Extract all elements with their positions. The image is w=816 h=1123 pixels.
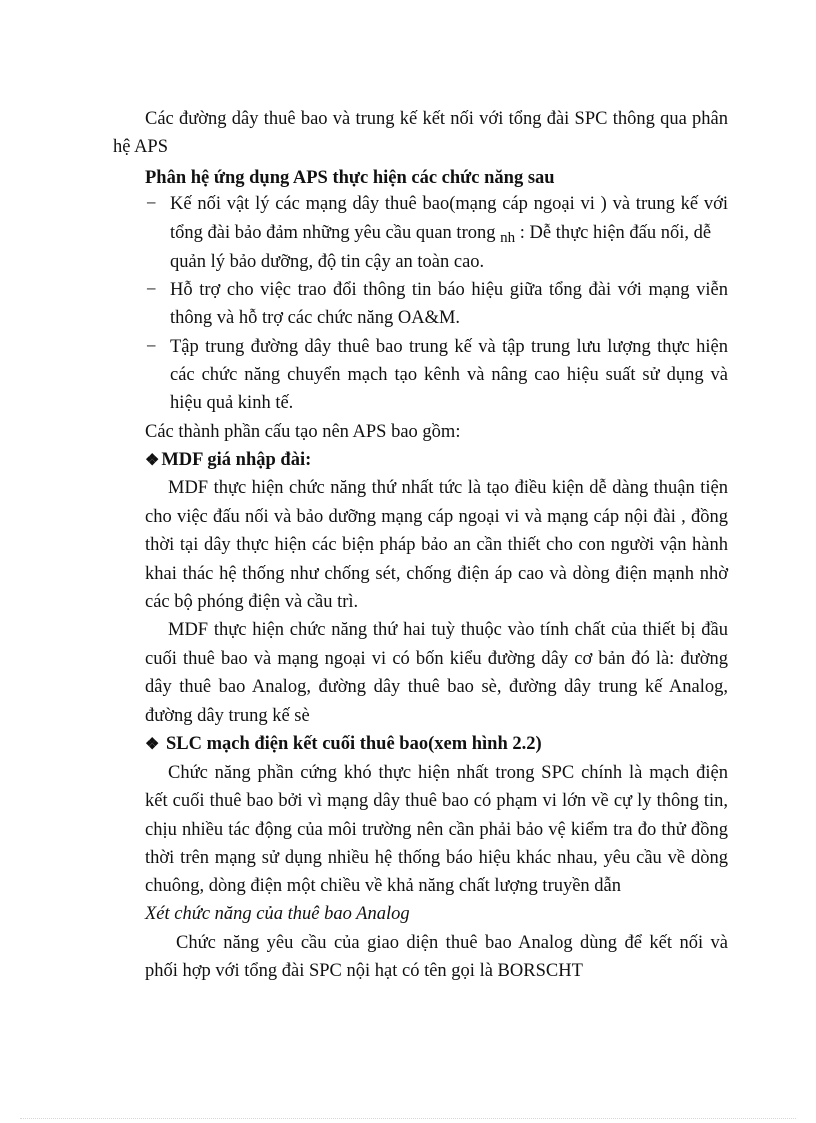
bullet1-line-2-pre: tổng đài bảo đảm những yêu cầu quan trong bbox=[170, 223, 496, 243]
slc-para-line-4: thời trên mạng sử dụng nhiều hệ thống báo hiệu khác nhau, yêu cầu về dòng bbox=[145, 848, 728, 868]
diamond-bullet-icon: ❖ bbox=[145, 452, 160, 469]
mdf-heading-text: MDF giá nhập đài: bbox=[161, 450, 312, 470]
analog-para-line-2: phối hợp với tổng đài SPC nội hạt có tên gọi là BORSCHT bbox=[145, 961, 583, 981]
bullet1-line-2-sub: nh bbox=[500, 230, 516, 246]
bullet-dash-2: − bbox=[146, 280, 157, 300]
bullet1-line-3: quản lý bảo dưỡng, độ tin cậy an toàn cao. bbox=[170, 252, 485, 272]
mdf-para1-line-3: thời tại dây thực hiện các biện pháp bảo an cần thiết cho con người vận hành bbox=[145, 535, 728, 555]
mdf-para1-line-2: cho việc đấu nối và bảo dưỡng mạng cáp ngoại vi và mạng cáp nội đài , đồng bbox=[145, 507, 728, 527]
slc-para-line-3: chịu nhiều tác động của môi trường nên cần phải bảo vệ kiểm tra đo thử đồng bbox=[145, 820, 728, 840]
mdf-heading bbox=[145, 449, 311, 472]
bullet1-line-2 bbox=[170, 222, 728, 245]
mdf-para1-line-1: MDF thực hiện chức năng thứ nhất tức là tạo điều kiện dễ dàng thuận tiện bbox=[168, 478, 728, 498]
mdf-para2-line-2: cuối thuê bao và mạng ngoại vi có bốn kiểu đường dây cơ bản đó là: đường bbox=[145, 649, 728, 669]
bullet1-line-1: Kế nối vật lý các mạng dây thuê bao(mạng cáp ngoại vi ) và trung kế với bbox=[170, 194, 728, 214]
aps-heading: Phân hệ ứng dụng APS thực hiện các chức năng sau bbox=[145, 168, 555, 188]
slc-para-line-2: kết cuối thuê bao bởi vì mạng dây thuê bao có phạm vi lớn về cự ly thông tin, bbox=[145, 791, 728, 811]
mdf-para1-line-4: khai thác hệ thống như chống sét, chống điện áp cao và dòng điện mạnh nhờ bbox=[145, 564, 728, 584]
intro-line-1: Các đường dây thuê bao và trung kế kết nối với tổng đài SPC thông qua phân bbox=[145, 109, 728, 129]
bullet3-line-1: Tập trung đường dây thuê bao trung kế và tập trung lưu lượng thực hiện bbox=[170, 337, 728, 357]
analog-para-line-1: Chức năng yêu cầu của giao diện thuê bao Analog dùng để kết nối và bbox=[176, 933, 728, 953]
slc-heading-text: SLC mạch điện kết cuối thuê bao(xem hình 2.2) bbox=[165, 734, 542, 754]
mdf-para2-line-3: dây thuê bao Analog, đường dây thuê bao sè, đường dây trung kế Analog, bbox=[145, 677, 728, 697]
slc-heading bbox=[145, 733, 542, 756]
mdf-para2-line-1: MDF thực hiện chức năng thứ hai tuỳ thuộc vào tính chất của thiết bị đầu bbox=[168, 620, 728, 640]
bullet3-line-3: hiệu quả kinh tế. bbox=[170, 393, 294, 413]
mdf-para2-line-4: đường dây trung kế sè bbox=[145, 706, 310, 726]
slc-para-line-1: Chức năng phần cứng khó thực hiện nhất trong SPC chính là mạch điện bbox=[168, 763, 728, 783]
slc-para-line-5: chuông, dòng điện một chiều về khả năng chất lượng truyền dẫn bbox=[145, 876, 622, 896]
bullet1-line-2-post: : Dễ thực hiện đấu nối, dễ bbox=[519, 223, 712, 243]
diamond-bullet-icon: ❖ bbox=[145, 736, 160, 753]
bullet2-line-1: Hỗ trợ cho việc trao đổi thông tin báo hiệu giữa tổng đài với mạng viễn bbox=[170, 280, 728, 300]
analog-heading: Xét chức năng của thuê bao Analog bbox=[145, 904, 410, 924]
components-intro: Các thành phần cấu tạo nên APS bao gồm: bbox=[145, 422, 461, 442]
page-bottom-rule bbox=[20, 1118, 796, 1119]
mdf-para1-line-5: các bộ phóng điện và cầu trì. bbox=[145, 592, 359, 612]
intro-line-2: hệ APS bbox=[113, 137, 169, 157]
bullet3-line-2: các chức năng chuyển mạch tạo kênh và nâng cao hiệu suất sử dụng và bbox=[170, 365, 728, 385]
bullet2-line-2: thông và hỗ trợ các chức năng OA&M. bbox=[170, 308, 461, 328]
bullet-dash-3: − bbox=[146, 337, 157, 357]
bullet-dash-1: − bbox=[146, 194, 157, 214]
